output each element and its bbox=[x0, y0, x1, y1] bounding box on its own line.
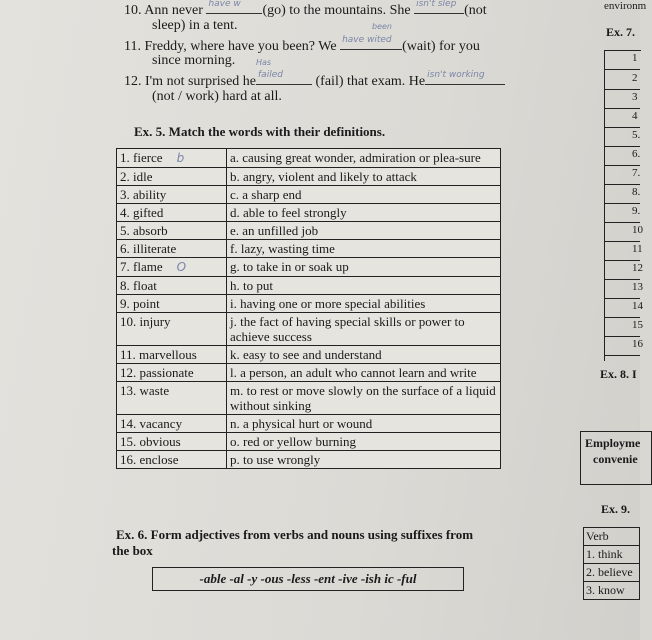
answer-blank[interactable] bbox=[414, 0, 464, 14]
definition-cell: g. to take in or soak up bbox=[227, 258, 501, 277]
handwritten-mark: b bbox=[176, 151, 185, 165]
row-number: 16 bbox=[632, 338, 643, 350]
row-number: 1 bbox=[632, 52, 638, 64]
item-text: I'm not surprised he bbox=[145, 74, 257, 89]
handwritten-mark: O bbox=[176, 260, 187, 274]
answer-blank[interactable] bbox=[256, 71, 312, 85]
handwritten-note: been bbox=[372, 22, 392, 31]
handwritten-answer: isn't slep bbox=[416, 0, 457, 9]
word-cell bbox=[117, 186, 227, 204]
right-col-cut-text: environm bbox=[604, 0, 647, 12]
definition-cell: h. to put bbox=[227, 277, 501, 295]
word-text: 1. fierce bbox=[120, 150, 163, 165]
word-text: 12. passionate bbox=[120, 365, 194, 380]
word-cell bbox=[117, 364, 227, 382]
table-row bbox=[117, 240, 501, 258]
definition-cell: l. a person, an adult who cannot learn and write bbox=[227, 364, 501, 382]
row-divider bbox=[604, 336, 640, 337]
word-cell bbox=[117, 222, 227, 240]
table-row bbox=[117, 295, 501, 313]
definition-cell: d. able to feel strongly bbox=[227, 204, 501, 222]
item-continuation: since morning. bbox=[152, 53, 236, 68]
table-row bbox=[117, 168, 501, 186]
item-text: (not bbox=[464, 3, 487, 18]
definition-cell: b. angry, violent and likely to attack bbox=[227, 168, 501, 186]
item-text: (fail) that exam. He bbox=[315, 74, 426, 89]
row-number: 13 bbox=[632, 281, 643, 293]
row-divider bbox=[604, 127, 640, 128]
word-cell bbox=[117, 451, 227, 469]
table-row bbox=[117, 382, 501, 415]
exercise-6-heading: Ex. 6. Form adjectives from verbs and nouns using suffixes from bbox=[116, 527, 474, 542]
exercise-item-10 bbox=[124, 0, 487, 19]
word-text: 5. absorb bbox=[120, 223, 168, 238]
table-row bbox=[117, 277, 501, 295]
row-divider bbox=[604, 89, 640, 90]
word-text: 7. flame bbox=[120, 259, 163, 274]
item-continuation: (not / work) hard at all. bbox=[152, 89, 282, 104]
table-row bbox=[117, 149, 501, 168]
row-number: 12 bbox=[632, 262, 643, 274]
item-text: (go) to the mountains. She bbox=[262, 3, 411, 18]
word-cell bbox=[117, 240, 227, 258]
word-text: 4. gifted bbox=[120, 205, 164, 220]
employment-text: Employme bbox=[585, 436, 641, 450]
suffix-box: -able -al -y -ous -less -ent -ive -ish ic -ful bbox=[152, 567, 464, 591]
convenience-text: convenie bbox=[593, 452, 638, 466]
row-divider bbox=[604, 298, 640, 299]
row-number: 2 bbox=[632, 72, 638, 84]
definition-cell: o. red or yellow burning bbox=[227, 433, 501, 451]
definition-cell: k. easy to see and understand bbox=[227, 346, 501, 364]
word-text: 11. marvellous bbox=[120, 347, 197, 362]
handwritten-note: Has bbox=[256, 58, 272, 67]
table-row bbox=[117, 415, 501, 433]
row-number: 15 bbox=[632, 319, 643, 331]
word-text: 14. vacancy bbox=[120, 416, 183, 431]
handwritten-answer: have w bbox=[208, 0, 241, 9]
row-divider bbox=[604, 203, 640, 204]
answer-blank[interactable] bbox=[425, 71, 505, 85]
word-cell bbox=[117, 258, 227, 277]
row-number: 7. bbox=[632, 167, 641, 179]
row-divider bbox=[604, 222, 640, 223]
item-text: Ann never bbox=[144, 3, 203, 18]
word-text: 6. illiterate bbox=[120, 241, 177, 256]
verb-row: 1. think bbox=[584, 546, 640, 564]
row-divider bbox=[604, 260, 640, 261]
verb-header: Verb bbox=[584, 528, 640, 546]
exercise-item-12 bbox=[124, 71, 505, 90]
exercise-8-heading: Ex. 8. I bbox=[600, 367, 637, 381]
word-text: 8. float bbox=[120, 278, 157, 293]
exercise-9-heading: Ex. 9. bbox=[601, 502, 631, 516]
word-cell bbox=[117, 313, 227, 346]
definition-cell: m. to rest or move slowly on the surface of a liquid without sinking bbox=[227, 382, 501, 415]
exercise-6-heading-cont: the box bbox=[112, 543, 153, 558]
matching-table bbox=[116, 148, 501, 469]
definition-cell: j. the fact of having special skills or power to achieve success bbox=[227, 313, 501, 346]
word-text: 2. idle bbox=[120, 169, 153, 184]
row-number: 3 bbox=[632, 91, 638, 103]
item-text: (wait) for you bbox=[402, 39, 480, 54]
word-text: 15. obvious bbox=[120, 434, 181, 449]
row-divider bbox=[604, 241, 640, 242]
row-number: 8. bbox=[632, 186, 641, 198]
row-number: 9. bbox=[632, 205, 641, 217]
word-cell bbox=[117, 415, 227, 433]
table-row bbox=[117, 204, 501, 222]
row-divider bbox=[604, 165, 640, 166]
word-cell bbox=[117, 204, 227, 222]
word-text: 10. injury bbox=[120, 314, 171, 329]
definition-cell: f. lazy, wasting time bbox=[227, 240, 501, 258]
table-row bbox=[117, 186, 501, 204]
row-divider bbox=[604, 146, 640, 147]
table-row bbox=[117, 364, 501, 382]
item-number: 11. bbox=[124, 39, 141, 54]
word-cell bbox=[117, 168, 227, 186]
table-row bbox=[117, 222, 501, 240]
table-row bbox=[117, 346, 501, 364]
row-number: 14 bbox=[632, 300, 643, 312]
verb-row: 3. know bbox=[584, 582, 640, 600]
row-divider bbox=[604, 69, 640, 70]
item-number: 12. bbox=[124, 74, 142, 89]
definition-cell: c. a sharp end bbox=[227, 186, 501, 204]
word-text: 9. point bbox=[120, 296, 160, 311]
table-row bbox=[117, 451, 501, 469]
verb-table bbox=[583, 527, 640, 600]
word-text: 13. waste bbox=[120, 383, 170, 398]
word-cell bbox=[117, 433, 227, 451]
exercise-5-heading: Ex. 5. Match the words with their definitions. bbox=[134, 124, 386, 139]
verb-row: 2. believe bbox=[584, 564, 640, 582]
item-text: Freddy, where have you been? We bbox=[144, 39, 337, 54]
word-cell bbox=[117, 295, 227, 313]
table-row bbox=[117, 313, 501, 346]
row-divider bbox=[604, 184, 640, 185]
item-number: 10. bbox=[124, 3, 142, 18]
definition-cell: e. an unfilled job bbox=[227, 222, 501, 240]
answer-blank[interactable] bbox=[340, 36, 402, 50]
row-number: 4 bbox=[632, 110, 638, 122]
row-divider bbox=[604, 108, 640, 109]
row-divider bbox=[604, 317, 640, 318]
answer-blank[interactable] bbox=[206, 0, 262, 14]
handwritten-answer: failed bbox=[258, 70, 283, 80]
handwritten-answer: have wited bbox=[342, 35, 392, 45]
item-continuation: sleep) in a tent. bbox=[152, 18, 238, 33]
definition-cell: p. to use wrongly bbox=[227, 451, 501, 469]
word-cell bbox=[117, 346, 227, 364]
row-divider bbox=[604, 355, 640, 356]
definition-cell: i. having one or more special abilities bbox=[227, 295, 501, 313]
handwritten-answer: isn't working bbox=[427, 70, 485, 80]
word-cell bbox=[117, 277, 227, 295]
word-cell bbox=[117, 382, 227, 415]
definition-cell: n. a physical hurt or wound bbox=[227, 415, 501, 433]
row-number: 11 bbox=[632, 243, 643, 255]
exercise-7-heading: Ex. 7. bbox=[606, 25, 636, 39]
row-number: 6. bbox=[632, 148, 641, 160]
row-divider bbox=[604, 279, 640, 280]
table-row bbox=[117, 258, 501, 277]
row-number: 10 bbox=[632, 224, 643, 236]
word-text: 3. ability bbox=[120, 187, 167, 202]
table-row bbox=[117, 433, 501, 451]
word-cell bbox=[117, 149, 227, 168]
row-number: 5. bbox=[632, 129, 641, 141]
definition-cell: a. causing great wonder, admiration or plea-sure bbox=[227, 149, 501, 168]
word-text: 16. enclose bbox=[120, 452, 179, 467]
